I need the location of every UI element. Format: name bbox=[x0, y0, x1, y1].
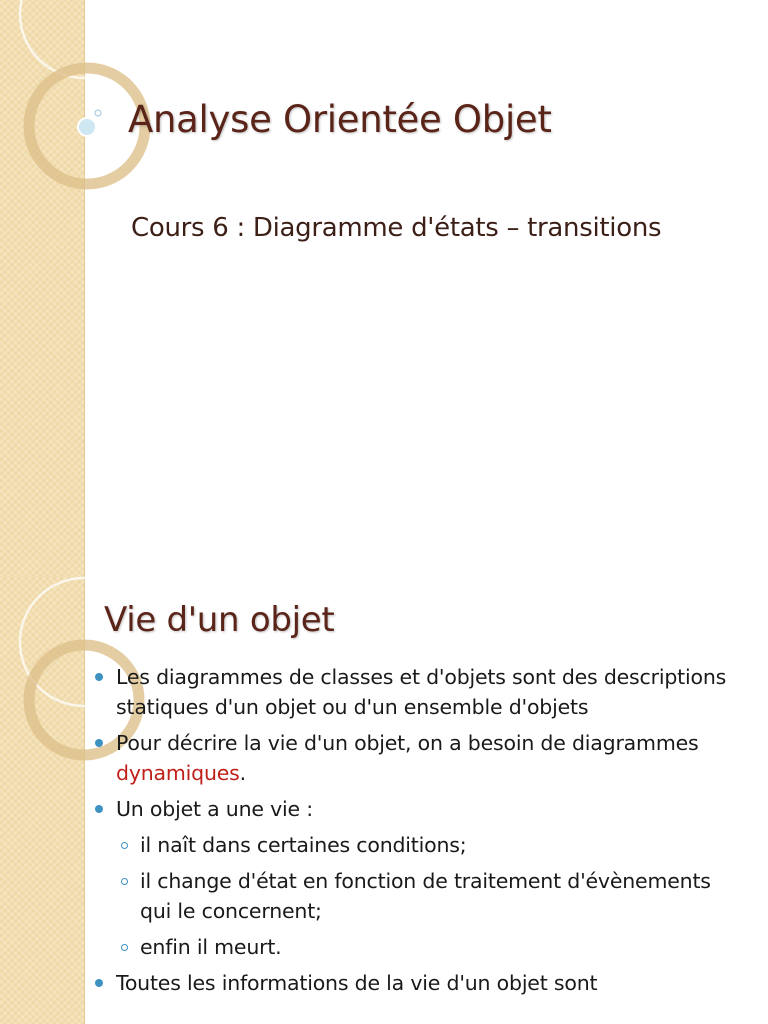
bullet-dot-icon bbox=[95, 979, 103, 987]
bullet-ring-icon bbox=[121, 944, 128, 951]
bullet-dot-icon bbox=[95, 673, 103, 681]
orb-small bbox=[95, 110, 101, 116]
bullet-ring-icon bbox=[121, 842, 128, 849]
bullet-ring-icon bbox=[121, 878, 128, 885]
highlighted-word: dynamiques bbox=[116, 761, 240, 785]
list-item-text: Toutes les informations de la vie d'un objet sont bbox=[116, 971, 598, 995]
orb-main bbox=[78, 118, 96, 136]
slide-title: Analyse Orientée Objet bbox=[128, 98, 552, 141]
sub-list-item bbox=[92, 932, 742, 962]
list-item-text: il change d'état en fonction de traitement d'évènements qui le concernent; bbox=[140, 869, 711, 923]
bullet-list bbox=[92, 662, 742, 1004]
list-item-text: Les diagrammes de classes et d'objets sont des descriptions statiques d'un objet ou d'un ensemble d'objets bbox=[116, 665, 727, 719]
list-item-text: enfin il meurt. bbox=[140, 935, 282, 959]
list-item-text: il naît dans certaines conditions; bbox=[140, 833, 467, 857]
slide-subtitle: Cours 6 : Diagramme d'états – transitions bbox=[131, 213, 662, 243]
list-item-text: Un objet a une vie : bbox=[116, 797, 313, 821]
list-item bbox=[92, 968, 742, 998]
slide-title: Vie d'un objet bbox=[104, 600, 335, 640]
bullet-dot-icon bbox=[95, 805, 103, 813]
list-item bbox=[92, 794, 742, 824]
bullet-dot-icon bbox=[95, 739, 103, 747]
sub-list-item bbox=[92, 866, 742, 926]
list-item-suffix: . bbox=[239, 761, 246, 785]
content-slide bbox=[0, 576, 768, 1024]
list-item-text: Pour décrire la vie d'un objet, on a besoin de diagrammes bbox=[116, 731, 699, 755]
list-item bbox=[92, 662, 742, 722]
decorative-rings bbox=[0, 0, 110, 260]
list-item bbox=[92, 728, 742, 788]
sub-list-item bbox=[92, 830, 742, 860]
